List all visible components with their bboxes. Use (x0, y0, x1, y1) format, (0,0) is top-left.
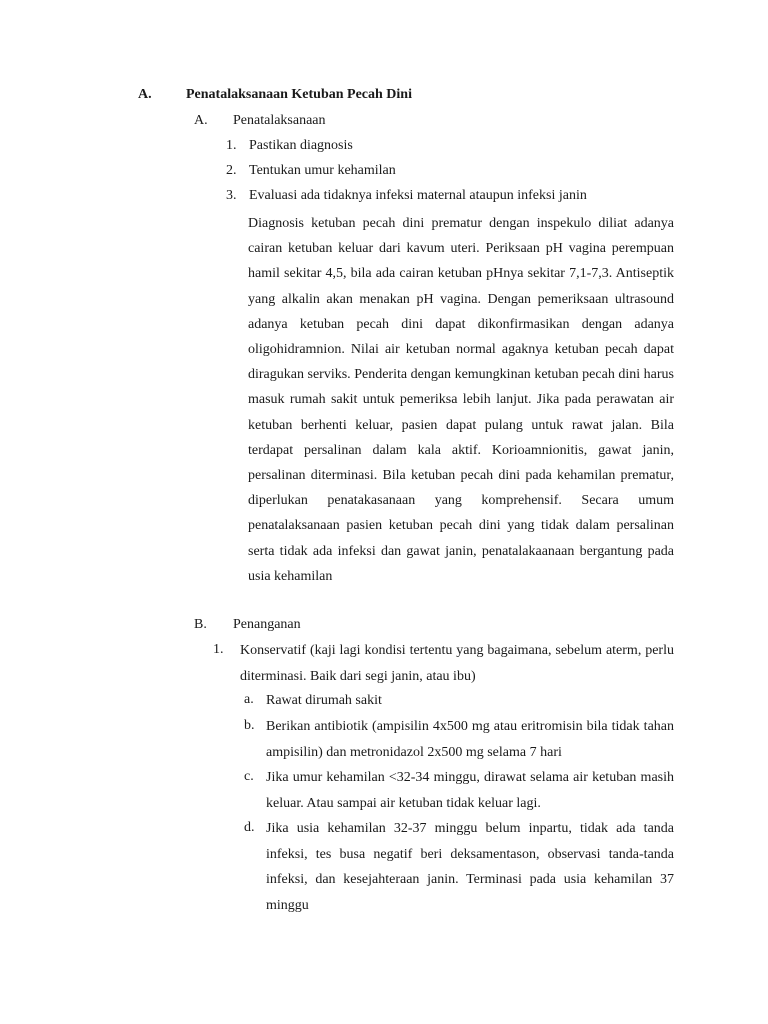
list-item-text: Tentukan umur kehamilan (249, 163, 396, 178)
section-a-title: Penatalaksanaan (233, 113, 326, 128)
diagnosis-paragraph: Diagnosis ketuban pecah dini prematur dengan inspekulo diliat adanya cairan ketuban keluar dari kavum uteri. Periksaan pH vagina perempuan hamil sekitar 4,5, bila ada cairan ketuban pHnya sekitar 7,1-7,3. Antiseptik yang alkalin akan menakan pH vagina. Dengan pemeriksaan ultrasound adanya ketuban pecah dini dapat dikonfirmasikan dengan adanya oligohidramnion. Nilai air ketuban normal agaknya ketuban pecah dapat diragukan serviks. Penderita dengan kemungkinan ketuban pecah dini harus masuk rumah sakit untuk pemeriksa lebih lanjut. Jika pada perawatan air ketuban berhenti keluar, pasien dapat pulang untuk rawat jalan. Bila terdapat persalinan dalam kala aktif. Korioamnionitis, gawat janin, persalinan diterminasi. Bila ketuban pecah dini pada kehamilan prematur, diperlukan penatakasanaan yang komprehensif. Secara umum penatalaksanaan pasien ketuban pecah dini yang tidak dalam persalinan serta tidak ada infeksi dan gawat janin, penatalakaanaan bergantung pada usia kehamilan (248, 216, 674, 584)
section-a-marker: A. (194, 113, 208, 128)
sub-item-text: Jika umur kehamilan <32-34 minggu, dirawat selama air ketuban masih keluar. Atau sampai air ketuban tidak keluar lagi. (266, 770, 674, 811)
sub-item-letter: a. (244, 692, 254, 707)
sub-item-letter: b. (244, 718, 255, 733)
sub-item-text: Rawat dirumah sakit (266, 693, 382, 708)
konservatif-text: Konservatif (kaji lagi kondisi tertentu yang bagaimana, sebelum aterm, perlu diterminasi. Baik dari segi janin, atau ibu) (240, 643, 674, 684)
list-item-number: 1. (213, 642, 224, 657)
list-item-number: 1. (226, 138, 237, 153)
sub-item-text: Berikan antibiotik (ampisilin 4x500 mg atau eritromisin bila tidak tahan ampisilin) dan metronidazol 2x500 mg selama 7 hari (266, 719, 674, 760)
section-b-title: Penanganan (233, 617, 301, 632)
section-b-marker: B. (194, 617, 207, 632)
sub-item-text: Jika usia kehamilan 32-37 minggu belum inpartu, tidak ada tanda infeksi, tes busa negatif beri deksamentason, observasi tanda-tanda infeksi, dan kesejahteraan janin. Terminasi pada usia kehamilan 37 minggu (266, 821, 674, 913)
list-item-number: 2. (226, 163, 237, 178)
sub-item-letter: c. (244, 769, 254, 784)
heading-marker: A. (138, 87, 152, 102)
list-item-text: Evaluasi ada tidaknya infeksi maternal ataupun infeksi janin (249, 188, 587, 203)
heading-title: Penatalaksanaan Ketuban Pecah Dini (186, 87, 412, 102)
list-item-text: Pastikan diagnosis (249, 138, 353, 153)
sub-item-letter: d. (244, 820, 255, 835)
list-item-number: 3. (226, 188, 237, 203)
